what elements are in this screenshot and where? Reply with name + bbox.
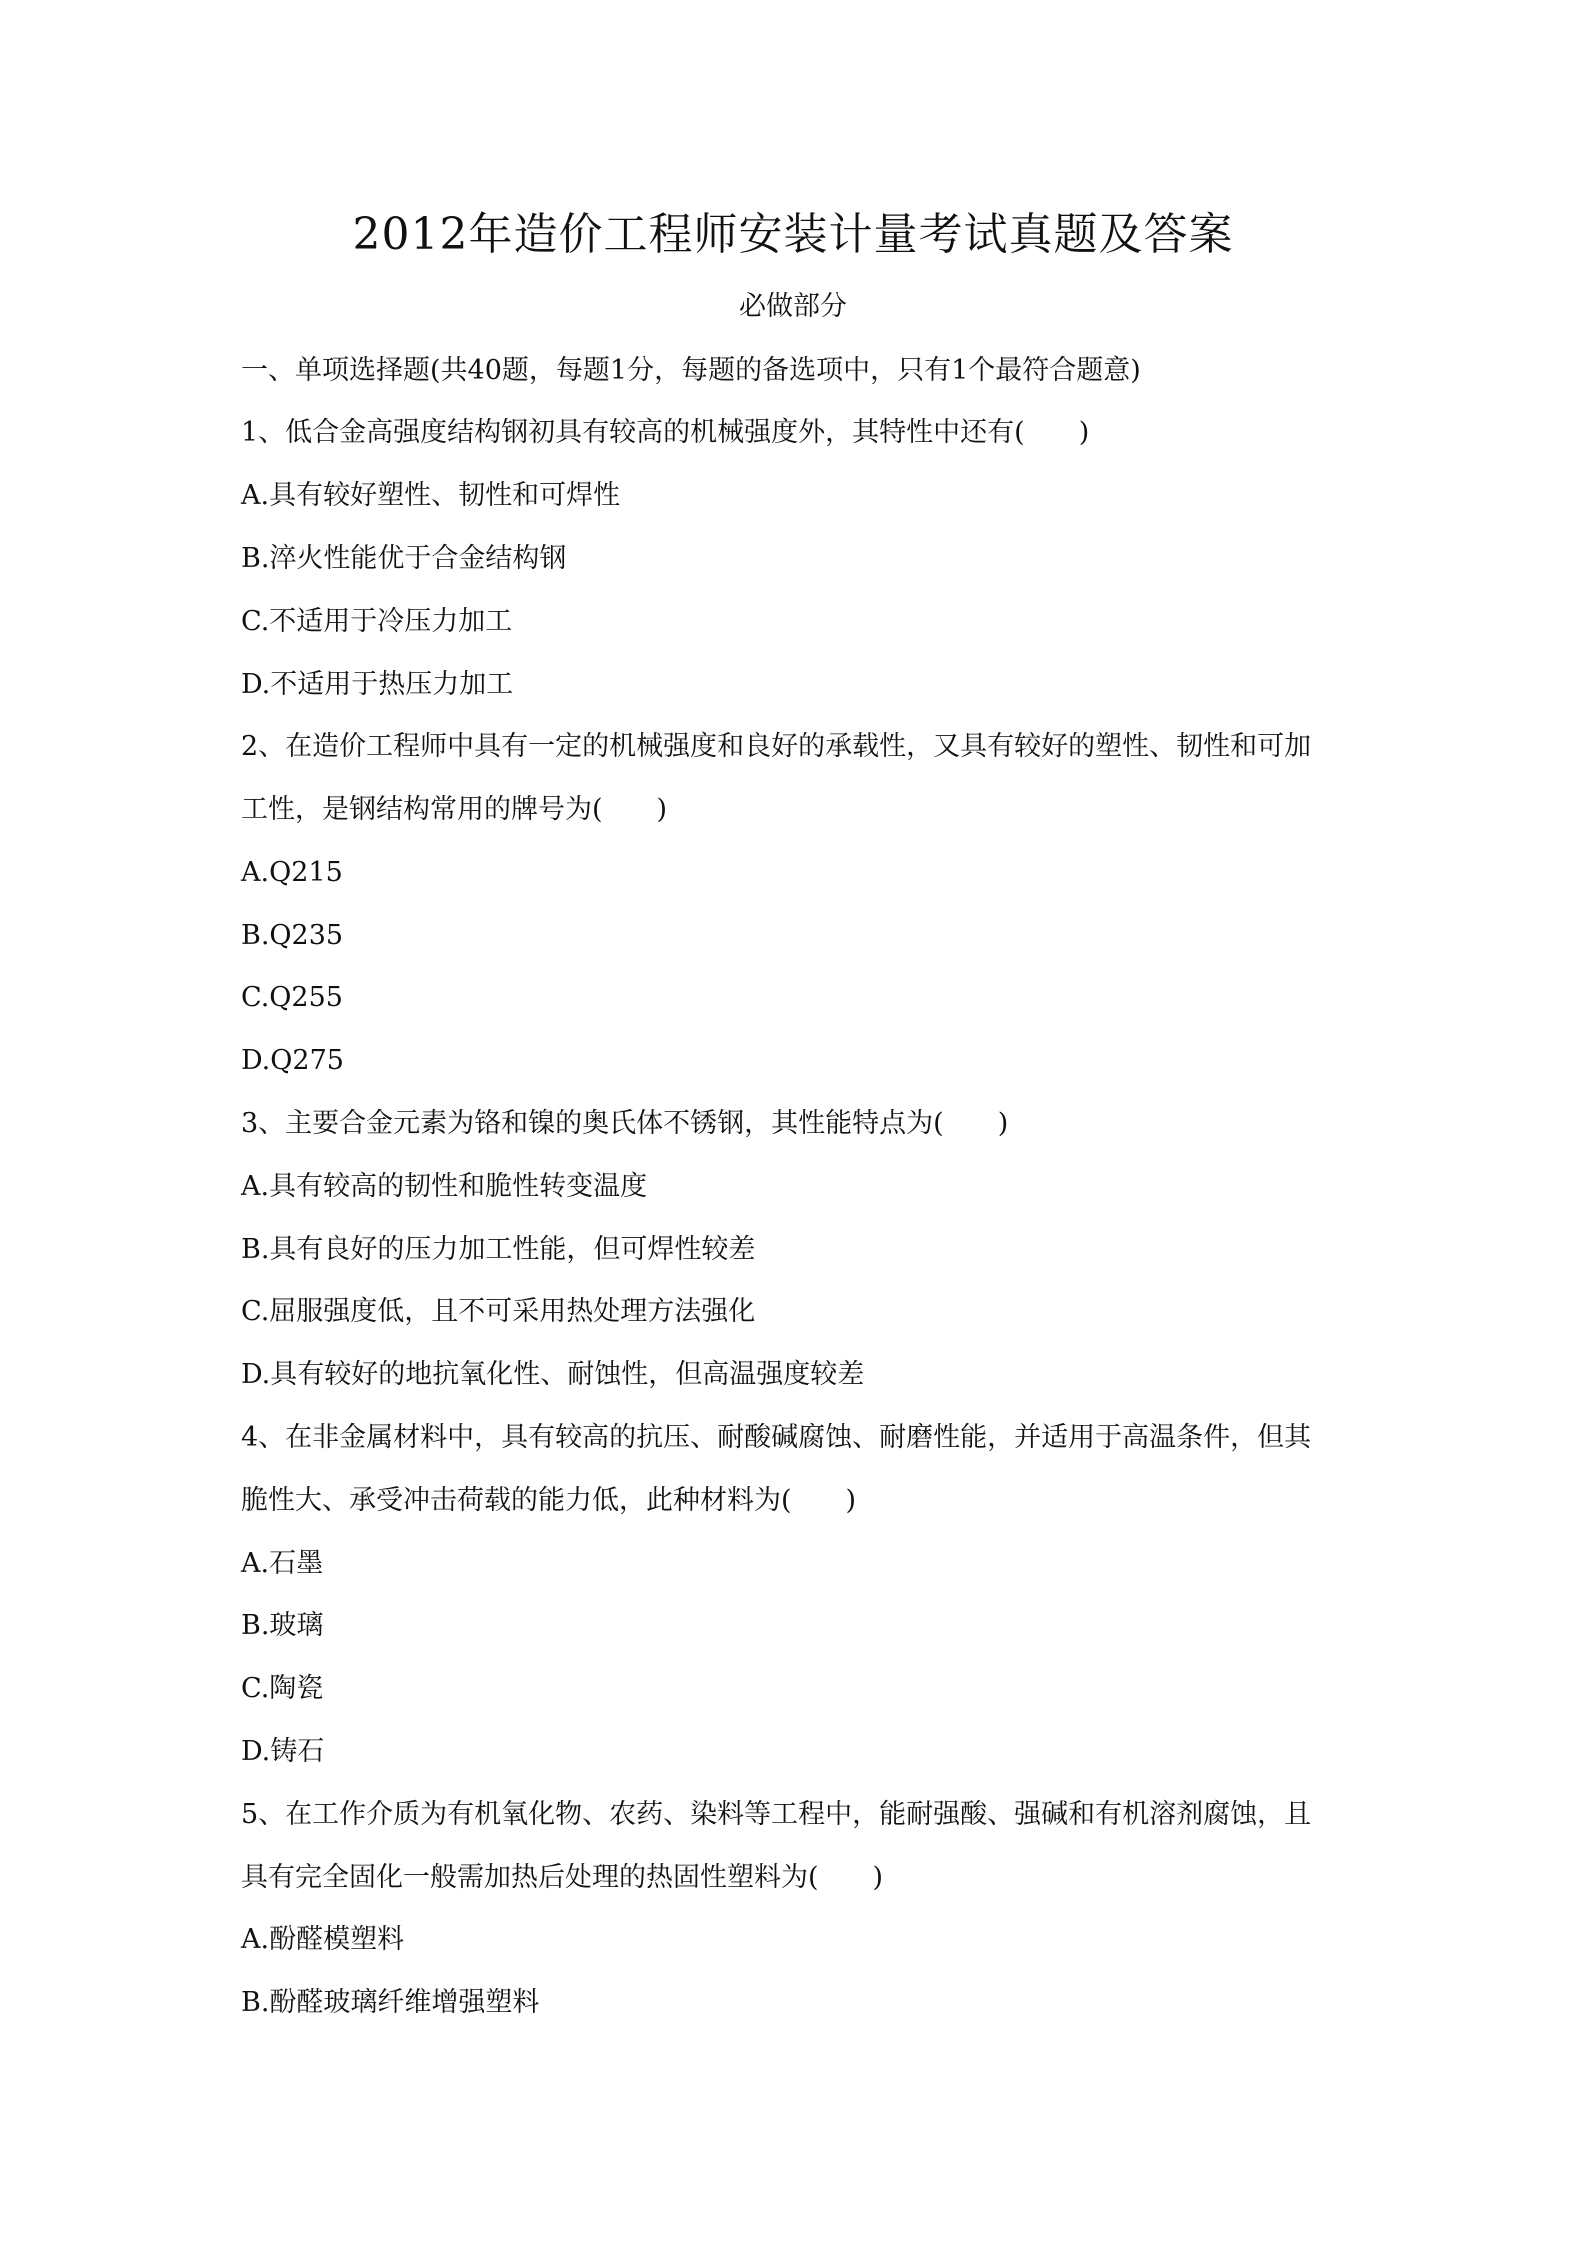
question-2-option-a: A.Q215	[241, 857, 343, 888]
question-1-option-b: B.淬火性能优于合金结构钢	[241, 543, 567, 574]
question-3-option-d: D.具有较好的地抗氧化性、耐蚀性，但高温强度较差	[241, 1359, 865, 1390]
question-4-option-c: C.陶瓷	[241, 1673, 324, 1704]
question-2-option-d: D.Q275	[241, 1045, 344, 1076]
section-heading: 一、单项选择题(共40题，每题1分，每题的备选项中，只有1个最符合题意)	[241, 355, 1141, 386]
question-3-option-b: B.具有良好的压力加工性能，但可焊性较差	[241, 1234, 756, 1265]
question-5-stem-line-1: 5、在工作介质为有机氧化物、农药、染料等工程中，能耐强酸、强碱和有机溶剂腐蚀，且	[241, 1799, 1312, 1830]
question-3-stem: 3、主要合金元素为铬和镍的奥氏体不锈钢，其性能特点为( )	[241, 1108, 1009, 1139]
question-4-option-a: A.石墨	[241, 1548, 324, 1579]
question-1-option-d: D.不适用于热压力加工	[241, 669, 514, 700]
question-4-stem-line-2: 脆性大、承受冲击荷载的能力低，此种材料为( )	[241, 1485, 857, 1516]
question-4-stem-line-1: 4、在非金属材料中，具有较高的抗压、耐酸碱腐蚀、耐磨性能，并适用于高温条件，但其	[241, 1422, 1312, 1453]
question-5-stem-line-2: 具有完全固化一般需加热后处理的热固性塑料为( )	[241, 1862, 884, 1893]
question-3-option-c: C.屈服强度低，且不可采用热处理方法强化	[241, 1296, 756, 1327]
question-5-option-b: B.酚醛玻璃纤维增强塑料	[241, 1987, 540, 2018]
document-title: 2012年造价工程师安装计量考试真题及答案	[352, 209, 1234, 260]
question-1-stem: 1、低合金高强度结构钢初具有较高的机械强度外，其特性中还有( )	[241, 417, 1090, 448]
document-subtitle: 必做部分	[739, 291, 847, 322]
question-2-option-c: C.Q255	[241, 982, 343, 1013]
question-1-option-c: C.不适用于冷压力加工	[241, 606, 513, 637]
question-5-option-a: A.酚醛模塑料	[241, 1924, 405, 1955]
question-3-option-a: A.具有较高的韧性和脆性转变温度	[241, 1171, 648, 1202]
question-1-option-a: A.具有较好塑性、韧性和可焊性	[241, 480, 621, 511]
question-2-option-b: B.Q235	[241, 920, 344, 951]
question-4-option-b: B.玻璃	[241, 1610, 324, 1641]
question-4-option-d: D.铸石	[241, 1736, 325, 1767]
question-2-stem-line-1: 2、在造价工程师中具有一定的机械强度和良好的承载性，又具有较好的塑性、韧性和可加	[241, 731, 1312, 762]
question-2-stem-line-2: 工性，是钢结构常用的牌号为( )	[241, 794, 668, 825]
